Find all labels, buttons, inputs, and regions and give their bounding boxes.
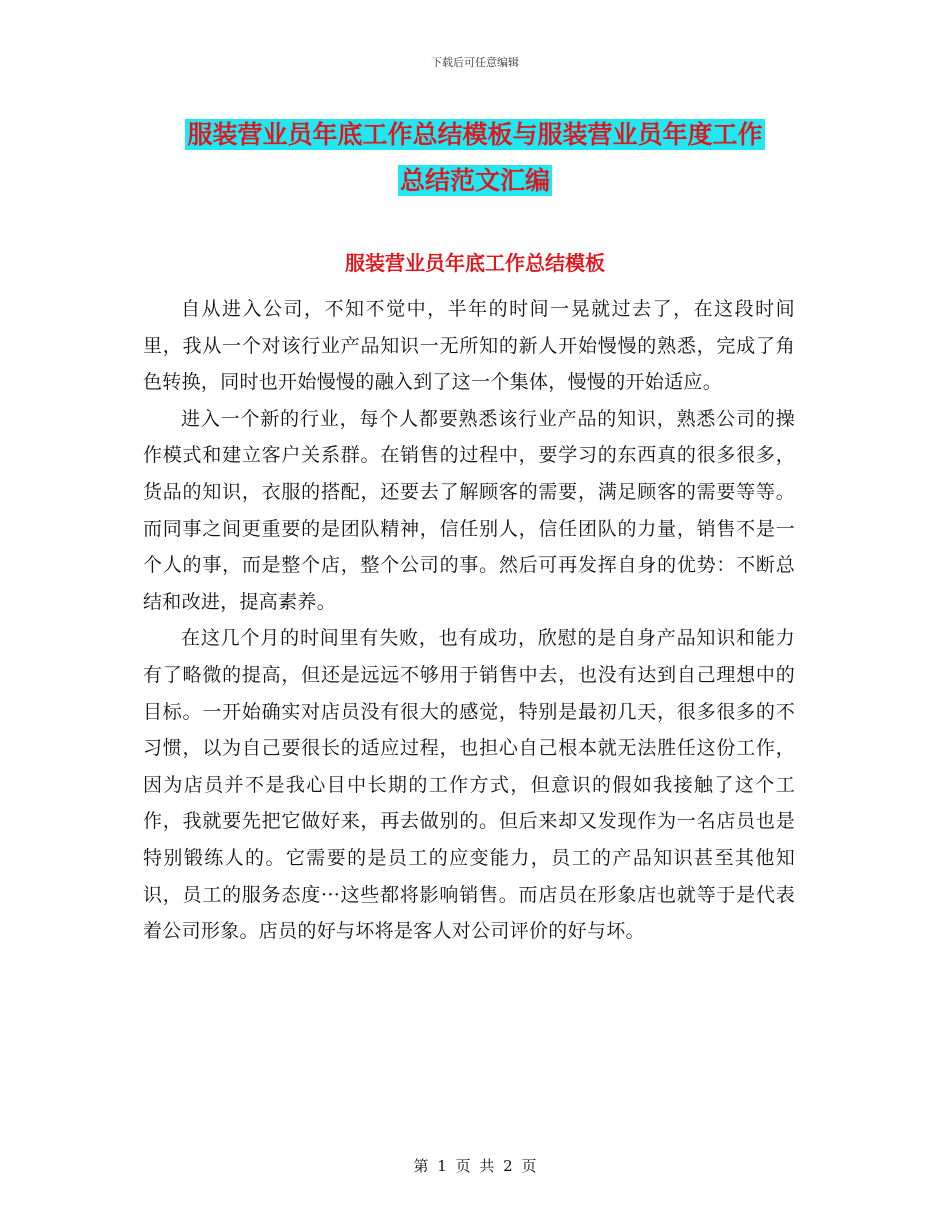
header-note: 下载后可任意编辑	[431, 56, 519, 69]
paragraph: 自从进入公司，不知不觉中，半年的时间一晃就过去了，在这段时间里，我从一个对该行业产品知识一无所知的新人开始慢慢的熟悉，完成了角色转换，同时也开始慢慢的融入到了这一个集体，慢慢的开始适应。	[143, 298, 795, 394]
paragraph: 在这几个月的时间里有失败，也有成功，欣慰的是自身产品知识和能力有了略微的提高，但还是远远不够用于销售中去，也没有达到自己理想中的目标。一开始确实对店员没有很大的感觉，特别是最初几天，很多很多的不习惯，以为自己要很长的适应过程，也担心自己根本就无法胜任这份工作，因为店员并不是我心目中长期的工作方式，但意识的假如我接触了这个工作，我就要先把它做好来，再去做别的。但后来却又发现作为一名店员也是特别锻练人的。它需要的是员工的应变能力，员工的产品知识甚至其他知识，员工的服务态度···这些都将影响销售。而店员在形象店也就等于是代表着公司形象。店员的好与坏将是客人对公司评价的好与坏。	[143, 627, 795, 943]
document-title-line1: 服装营业员年底工作总结模板与服装营业员年度工作	[187, 120, 763, 149]
section-title: 服装营业员年底工作总结模板	[345, 251, 605, 275]
document-title	[140, 112, 810, 204]
body-text	[143, 291, 795, 950]
paragraph: 进入一个新的行业，每个人都要熟悉该行业产品的知识，熟悉公司的操作模式和建立客户关系群。在销售的过程中，要学习的东西真的很多很多，货品的知识，衣服的搭配，还要去了解顾客的需要，满足顾客的需要等等。而同事之间更重要的是团队精神，信任别人，信任团队的力量，销售不是一个人的事，而是整个店，整个公司的事。然后可再发挥自身的优势：不断总结和改进，提高素养。	[143, 407, 795, 613]
document-title-line2: 总结范文汇编	[399, 166, 550, 195]
page-footer: 第 1 页 共 2 页	[413, 1157, 537, 1175]
